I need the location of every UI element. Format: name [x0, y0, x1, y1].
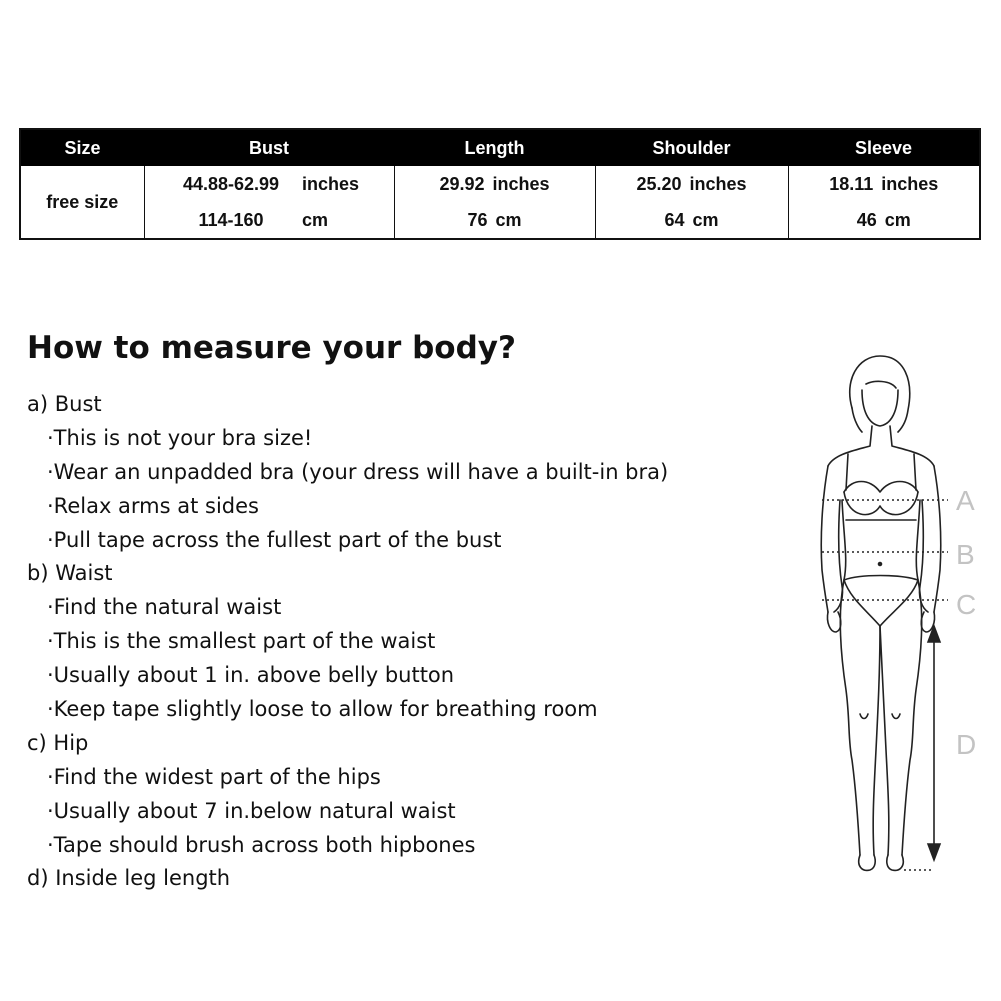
shoulder-cm-unit: cm	[692, 209, 719, 230]
section-heading-inside-leg: d) Inside leg length	[27, 866, 231, 891]
sleeve-inch-value: 18.11	[829, 173, 874, 194]
header-length: Length	[394, 129, 595, 166]
guide-title: How to measure your body?	[27, 330, 516, 366]
waist-tip: ·Usually about 1 in. above belly button	[47, 663, 455, 688]
size-label-cell: free size	[46, 191, 119, 212]
shoulder-inch-cell	[595, 166, 788, 202]
shoulder-cm-cell	[595, 202, 788, 239]
size-table-row-cm	[20, 202, 980, 239]
hip-tip: ·Tape should brush across both hipbones	[47, 832, 476, 857]
size-chart-table	[19, 128, 981, 240]
header-bust: Bust	[144, 129, 394, 166]
bust-tip: ·Wear an unpadded bra (your dress will have a built-in bra)	[47, 459, 669, 484]
bust-tip: ·This is not your bra size!	[47, 425, 313, 450]
shoulder-cm-value: 64	[664, 209, 685, 230]
bust-cm-value: 114-160	[198, 209, 264, 230]
header-size: Size	[20, 129, 144, 166]
bust-cm-unit: cm	[302, 209, 329, 230]
sleeve-cm-cell	[788, 202, 980, 239]
section-heading-waist: b) Waist	[27, 561, 113, 586]
label-a: A	[956, 485, 975, 516]
bust-inch-value: 44.88-62.99	[182, 173, 280, 194]
size-table-row-inches	[20, 166, 980, 202]
length-inch-cell	[394, 166, 595, 202]
section-heading-bust: a) Bust	[27, 392, 102, 416]
length-inch-value: 29.92	[439, 173, 485, 194]
size-table-header-row	[20, 129, 980, 166]
bust-inch-cell	[144, 166, 394, 202]
label-b: B	[956, 539, 975, 570]
waist-tip: ·Find the natural waist	[47, 595, 282, 620]
length-cm-unit: cm	[495, 209, 522, 230]
section-heading-hip: c) Hip	[27, 730, 89, 755]
shoulder-inch-unit: inches	[689, 173, 747, 194]
sleeve-cm-unit: cm	[884, 209, 911, 230]
sleeve-cm-value: 46	[856, 209, 877, 230]
bust-cm-cell	[144, 202, 394, 239]
length-inch-unit: inches	[492, 173, 550, 194]
length-cm-value: 76	[467, 209, 488, 230]
waist-tip: ·This is the smallest part of the waist	[47, 629, 436, 654]
sleeve-inch-unit: inches	[881, 173, 939, 194]
measure-instructions	[27, 388, 787, 896]
sleeve-inch-cell	[788, 166, 980, 202]
body-outline-illustration	[800, 350, 990, 895]
label-d: D	[956, 729, 977, 760]
shoulder-inch-value: 25.20	[636, 173, 682, 194]
label-c: C	[956, 589, 977, 620]
hip-tip: ·Find the widest part of the hips	[47, 764, 381, 789]
bust-inch-unit: inches	[302, 173, 360, 194]
header-shoulder: Shoulder	[595, 129, 788, 166]
header-sleeve: Sleeve	[788, 129, 980, 166]
length-cm-cell	[394, 202, 595, 239]
bust-tip: ·Relax arms at sides	[47, 493, 259, 518]
body-measurement-figure	[800, 350, 990, 895]
waist-tip: ·Keep tape slightly loose to allow for breathing room	[47, 697, 598, 722]
hip-tip: ·Usually about 7 in.below natural waist	[47, 798, 456, 823]
bust-tip: ·Pull tape across the fullest part of the bust	[47, 527, 502, 552]
